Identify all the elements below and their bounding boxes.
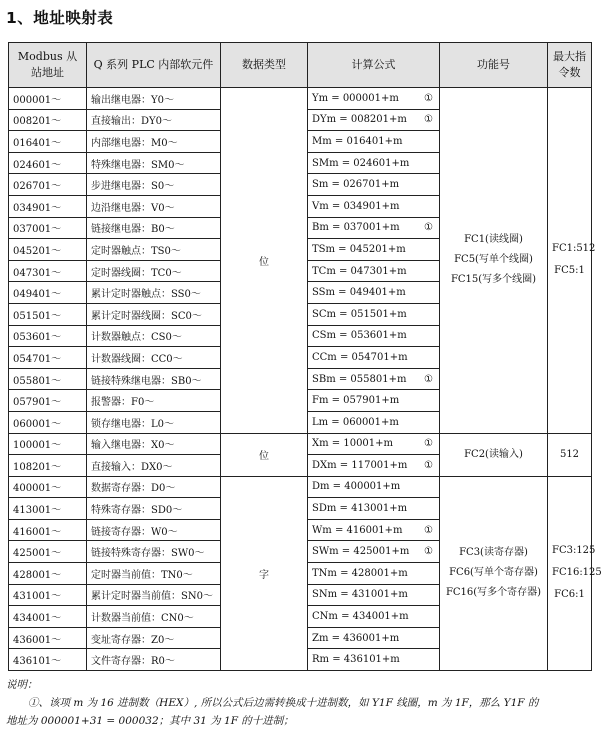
formula-wrap — [312, 136, 435, 147]
soft-element-cell: 链接寄存器：W0～ — [87, 519, 221, 541]
formula-wrap — [312, 611, 435, 622]
formula-wrap — [312, 417, 435, 428]
formula-wrap — [312, 589, 435, 600]
formula-cell — [308, 217, 440, 239]
modbus-address-cell: 436101～ — [9, 649, 87, 671]
modbus-address-cell: 054701～ — [9, 347, 87, 369]
header-row — [9, 43, 592, 88]
formula-wrap — [312, 287, 435, 298]
header-data-type: 数据类型 — [221, 43, 308, 88]
function-code-line: FC15(写多个线圈) — [450, 274, 537, 286]
formula-text: Rm = 436101+m — [312, 654, 400, 666]
formula-wrap — [312, 158, 435, 169]
formula-cell — [308, 282, 440, 304]
max-count-cell — [548, 88, 596, 434]
formula-cell — [308, 411, 440, 433]
notes — [6, 677, 596, 731]
modbus-address-cell: 100001～ — [9, 433, 87, 455]
formula-text: Dm = 400001+m — [312, 481, 401, 493]
modbus-address-cell: 434001～ — [9, 606, 87, 628]
function-code-cell — [440, 88, 548, 434]
page-title: 1、地址映射表 — [6, 9, 114, 27]
function-code-line: FC16(写多个寄存器) — [445, 587, 542, 599]
table-row — [9, 88, 592, 110]
soft-element-cell: 链接特殊寄存器：SW0～ — [87, 541, 221, 563]
formula-cell — [308, 433, 440, 455]
formula-text: SWm = 425001+m — [312, 546, 410, 558]
formula-wrap — [312, 460, 435, 471]
hex-note-marker: ① — [424, 438, 433, 450]
function-code-line: FC2(读输入) — [464, 448, 523, 460]
formula-text: SBm = 055801+m — [312, 373, 407, 385]
max-count-cell — [548, 476, 602, 670]
modbus-address-cell: 436001～ — [9, 627, 87, 649]
formula-text: SDm = 413001+m — [312, 503, 408, 515]
modbus-address-cell: 416001～ — [9, 519, 87, 541]
modbus-address-cell: 108201～ — [9, 455, 87, 477]
formula-wrap — [312, 525, 435, 536]
soft-element-cell: 累计定时器触点：SS0～ — [87, 282, 221, 304]
formula-cell — [308, 152, 440, 174]
modbus-address-cell: 428001～ — [9, 563, 87, 585]
formula-text: Bm = 037001+m — [312, 222, 400, 234]
formula-cell — [308, 174, 440, 196]
notes-heading: 说明： — [6, 679, 38, 691]
formula-text: TNm = 428001+m — [312, 567, 408, 579]
soft-element-cell: 内部继电器：M0～ — [87, 131, 221, 153]
formula-wrap — [312, 179, 435, 190]
hex-note-marker: ① — [424, 114, 433, 126]
function-code-cell — [440, 433, 548, 476]
header-max-count: 最大指令数 — [548, 43, 592, 88]
modbus-address-cell: 049401～ — [9, 282, 87, 304]
modbus-address-cell: 047301～ — [9, 260, 87, 282]
max-count-line: FC16:125 — [552, 567, 602, 579]
header-function-code: 功能号 — [440, 43, 548, 88]
soft-element-cell: 数据寄存器：D0～ — [87, 476, 221, 498]
formula-cell — [308, 88, 440, 110]
formula-cell — [308, 519, 440, 541]
formula-cell — [308, 476, 440, 498]
modbus-address-cell: 057901～ — [9, 390, 87, 412]
soft-element-cell: 特殊继电器：SM0～ — [87, 152, 221, 174]
table-body — [9, 88, 602, 671]
formula-wrap — [312, 114, 435, 125]
hex-note-marker: ① — [424, 546, 433, 558]
soft-element-cell: 计数器触点：CS0～ — [87, 325, 221, 347]
formula-wrap — [312, 352, 435, 363]
formula-wrap — [312, 222, 435, 233]
soft-element-cell: 链接继电器：B0～ — [87, 217, 221, 239]
formula-text: Fm = 057901+m — [312, 395, 400, 407]
formula-text: Ym = 000001+m — [312, 92, 399, 104]
soft-element-cell: 定时器当前值：TN0～ — [87, 563, 221, 585]
formula-wrap — [312, 568, 435, 579]
formula-wrap — [312, 374, 435, 385]
soft-element-cell: 累计定时器线圈：SC0～ — [87, 303, 221, 325]
max-count-line: FC1:512 — [552, 243, 596, 255]
address-mapping-table — [8, 42, 602, 671]
soft-element-cell: 文件寄存器：R0～ — [87, 649, 221, 671]
formula-wrap — [312, 633, 435, 644]
notes-line-2: 地址为 000001+31 = 000032；其中 31 为 1F 的十进制； — [6, 714, 294, 727]
formula-cell — [308, 606, 440, 628]
formula-wrap — [312, 244, 435, 255]
hex-note-marker: ① — [424, 459, 433, 471]
notes-line-1: ①、该项 m 为 16 进制数（HEX）, 所以公式后边需转换成十进制数，如 Y1F 线圈，m 为 1F，那么 Y1F 的 — [28, 696, 539, 709]
soft-element-cell: 计数器线圈：CC0～ — [87, 347, 221, 369]
soft-element-cell: 链接特殊继电器：SB0～ — [87, 368, 221, 390]
formula-cell — [308, 649, 440, 671]
formula-cell — [308, 195, 440, 217]
modbus-address-cell: 000001～ — [9, 88, 87, 110]
formula-text: SMm = 024601+m — [312, 157, 410, 169]
formula-cell — [308, 347, 440, 369]
formula-text: TSm = 045201+m — [312, 243, 406, 255]
formula-text: DYm = 008201+m — [312, 114, 407, 126]
formula-cell — [308, 390, 440, 412]
soft-element-cell: 输入继电器：X0～ — [87, 433, 221, 455]
formula-text: CSm = 053601+m — [312, 330, 407, 342]
formula-text: Lm = 060001+m — [312, 416, 399, 428]
modbus-address-cell: 037001～ — [9, 217, 87, 239]
formula-wrap — [312, 395, 435, 406]
soft-element-cell: 特殊寄存器：SD0～ — [87, 498, 221, 520]
formula-cell — [308, 131, 440, 153]
formula-text: SSm = 049401+m — [312, 287, 406, 299]
soft-element-cell: 计数器当前值：CN0～ — [87, 606, 221, 628]
table-row — [9, 433, 592, 455]
modbus-address-cell: 400001～ — [9, 476, 87, 498]
data-type-cell: 位 — [221, 433, 308, 476]
modbus-address-cell: 024601～ — [9, 152, 87, 174]
formula-text: Zm = 436001+m — [312, 632, 400, 644]
modbus-address-cell: 051501～ — [9, 303, 87, 325]
soft-element-cell: 边沿继电器：V0～ — [87, 195, 221, 217]
function-code-line: FC6(写单个寄存器) — [449, 567, 538, 579]
modbus-address-cell: 055801～ — [9, 368, 87, 390]
modbus-address-cell: 034901～ — [9, 195, 87, 217]
function-code-line: FC3(读寄存器) — [459, 547, 528, 559]
formula-text: Sm = 026701+m — [312, 179, 400, 191]
header-formula: 计算公式 — [308, 43, 440, 88]
header-soft-element: Q 系列 PLC 内部软元件 — [87, 43, 221, 88]
formula-text: Mm = 016401+m — [312, 135, 403, 147]
modbus-address-cell: 008201～ — [9, 109, 87, 131]
formula-text: CCm = 054701+m — [312, 351, 408, 363]
data-type-cell: 位 — [221, 88, 308, 434]
formula-wrap — [312, 309, 435, 320]
formula-cell — [308, 627, 440, 649]
table-row — [9, 476, 592, 498]
formula-text: Wm = 416001+m — [312, 524, 403, 536]
formula-cell — [308, 109, 440, 131]
formula-cell — [308, 455, 440, 477]
hex-note-marker: ① — [424, 92, 433, 104]
formula-wrap — [312, 546, 435, 557]
modbus-address-cell: 425001～ — [9, 541, 87, 563]
formula-wrap — [312, 503, 435, 514]
formula-text: TCm = 047301+m — [312, 265, 407, 277]
soft-element-cell: 定时器触点：TS0～ — [87, 239, 221, 261]
modbus-address-cell: 413001～ — [9, 498, 87, 520]
formula-wrap — [312, 93, 435, 104]
formula-wrap — [312, 654, 435, 665]
formula-cell — [308, 239, 440, 261]
formula-wrap — [312, 201, 435, 212]
formula-wrap — [312, 481, 435, 492]
formula-cell — [308, 325, 440, 347]
modbus-address-cell: 045201～ — [9, 239, 87, 261]
modbus-address-cell: 016401～ — [9, 131, 87, 153]
formula-text: CNm = 434001+m — [312, 611, 409, 623]
soft-element-cell: 输出继电器：Y0～ — [87, 88, 221, 110]
formula-cell — [308, 368, 440, 390]
modbus-address-cell: 053601～ — [9, 325, 87, 347]
function-code-line: FC1(读线圈) — [464, 234, 523, 246]
soft-element-cell: 直接输出：DY0～ — [87, 109, 221, 131]
formula-wrap — [312, 438, 435, 449]
soft-element-cell: 直接输入：DX0～ — [87, 455, 221, 477]
formula-cell — [308, 498, 440, 520]
hex-note-marker: ① — [424, 222, 433, 234]
formula-text: SNm = 431001+m — [312, 589, 408, 601]
function-code-cell — [440, 476, 548, 670]
soft-element-cell: 锁存继电器：L0～ — [87, 411, 221, 433]
soft-element-cell: 报警器：F0～ — [87, 390, 221, 412]
max-count-line: FC5:1 — [554, 265, 585, 277]
formula-wrap — [312, 266, 435, 277]
max-count-line: FC6:1 — [554, 589, 585, 601]
formula-cell — [308, 541, 440, 563]
modbus-address-cell: 431001～ — [9, 584, 87, 606]
soft-element-cell: 定时器线圈：TC0～ — [87, 260, 221, 282]
formula-cell — [308, 563, 440, 585]
function-code-line: FC5(写单个线圈) — [454, 254, 533, 266]
formula-cell — [308, 584, 440, 606]
max-count-line: FC3:125 — [552, 545, 596, 557]
soft-element-cell: 变址寄存器：Z0～ — [87, 627, 221, 649]
hex-note-marker: ① — [424, 524, 433, 536]
data-type-cell: 字 — [221, 476, 308, 670]
hex-note-marker: ① — [424, 373, 433, 385]
header-modbus: Modbus 从站地址 — [9, 43, 87, 88]
modbus-address-cell: 026701～ — [9, 174, 87, 196]
formula-text: Xm = 10001+m — [312, 438, 394, 450]
formula-cell — [308, 303, 440, 325]
max-count-line: 512 — [559, 448, 580, 460]
modbus-address-cell: 060001～ — [9, 411, 87, 433]
formula-text: SCm = 051501+m — [312, 308, 407, 320]
formula-text: Vm = 034901+m — [312, 200, 400, 212]
soft-element-cell: 累计定时器当前值：SN0～ — [87, 584, 221, 606]
formula-text: DXm = 117001+m — [312, 459, 408, 471]
soft-element-cell: 步进继电器：S0～ — [87, 174, 221, 196]
formula-cell — [308, 260, 440, 282]
formula-wrap — [312, 330, 435, 341]
max-count-cell — [548, 433, 592, 476]
